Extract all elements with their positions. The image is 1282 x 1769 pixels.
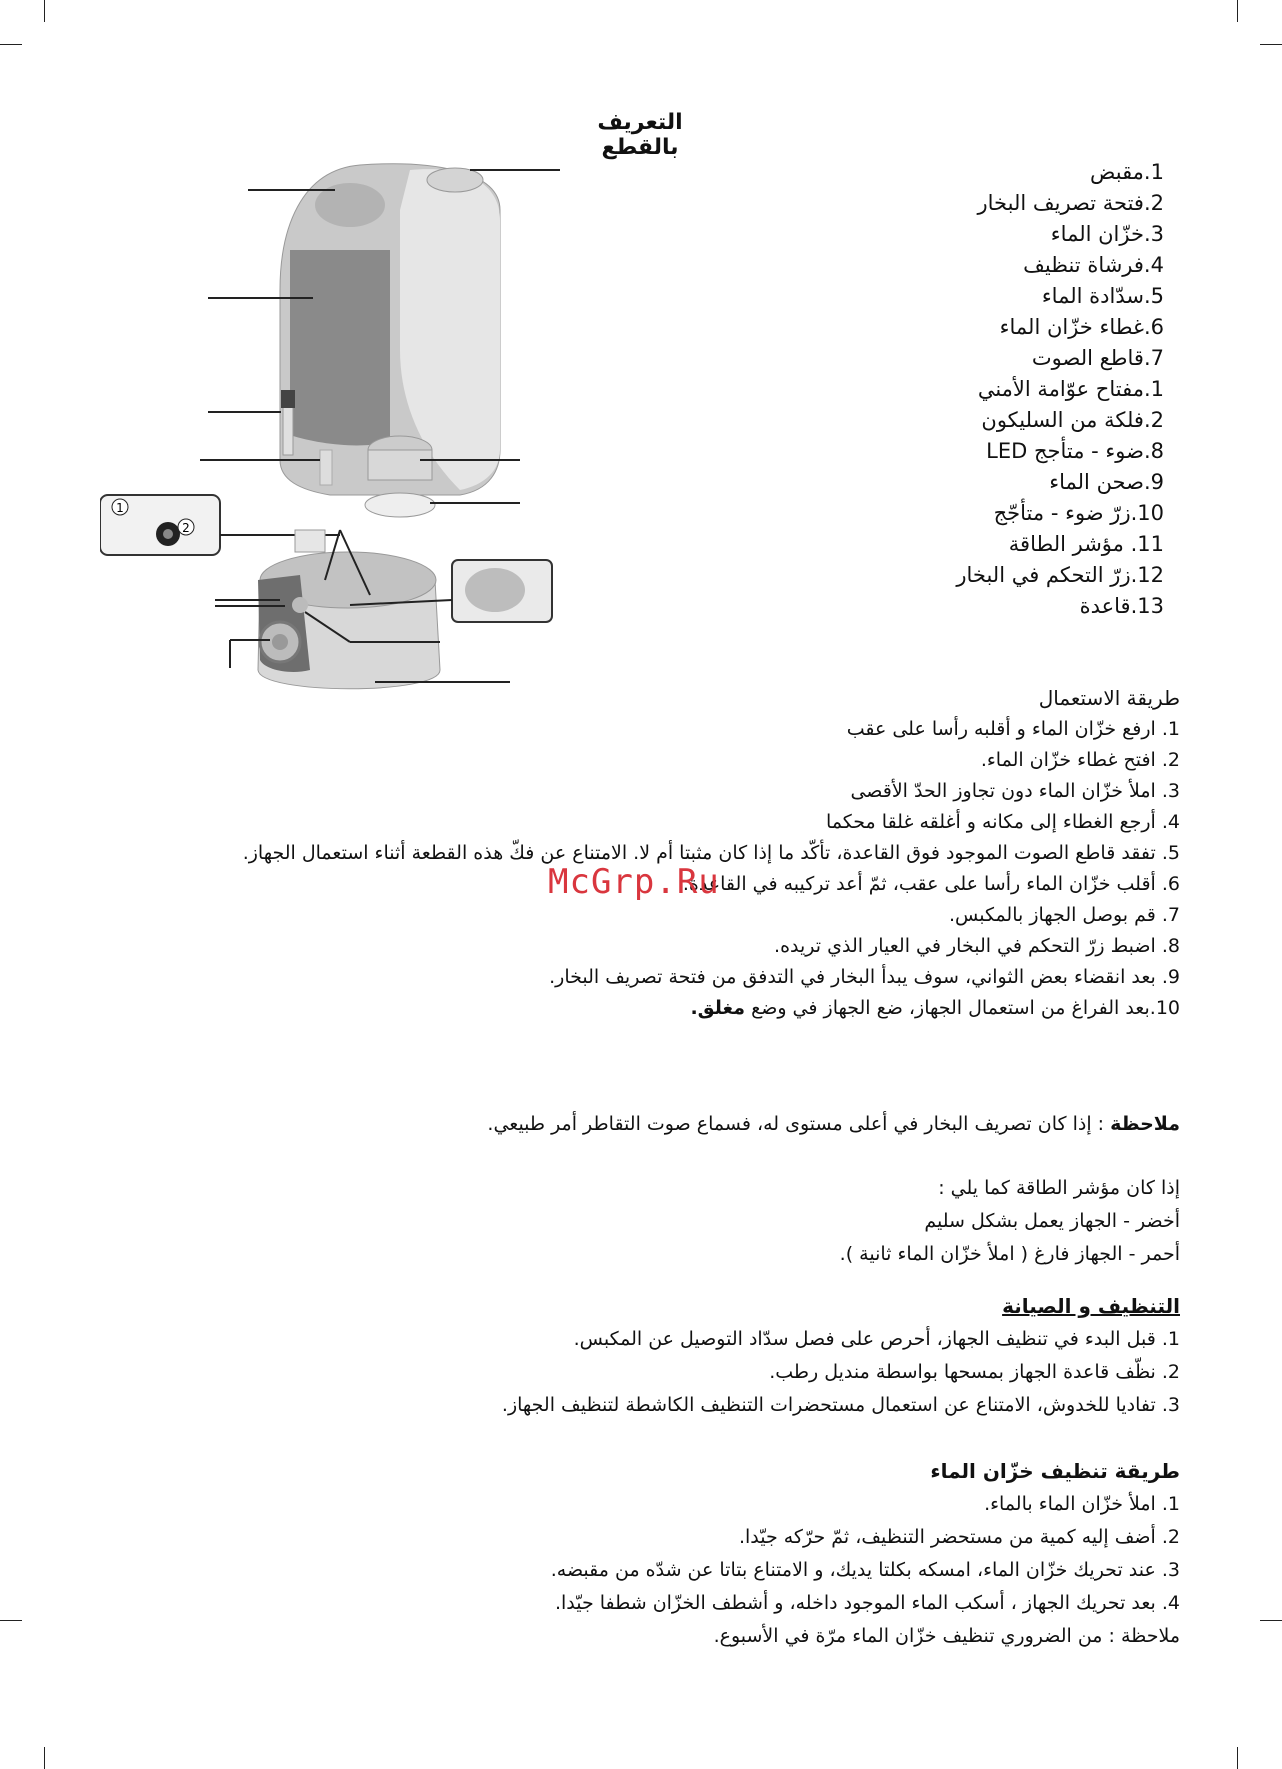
usage-step: 4. أرجع الغطاء إلى مكانه و أغلقه غلقا محكما xyxy=(826,811,1180,833)
part-item: 10.زرّ ضوء - متأجّج xyxy=(993,501,1164,525)
usage-heading: طريقة الاستعمال xyxy=(1038,686,1180,710)
usage-section xyxy=(180,683,1180,1024)
power-indicator-green: أخضر - الجهاز يعمل بشكل سليم xyxy=(924,1210,1180,1232)
part-item: 3.خزّان الماء xyxy=(1050,222,1164,246)
page-title: التعريف بالقطع xyxy=(597,110,683,160)
usage-step: 3. املأ خزّان الماء دون تجاوز الحدّ الأقصى xyxy=(850,780,1180,802)
crop-mark xyxy=(1260,44,1282,45)
crop-mark xyxy=(1237,0,1238,22)
usage-step: 2. افتح غطاء خزّان الماء. xyxy=(980,749,1180,771)
crop-mark xyxy=(44,1747,45,1769)
tank-cleaning-step: 1. املأ خزّان الماء بالماء. xyxy=(984,1493,1180,1515)
part-item: 13.قاعدة xyxy=(1079,594,1164,618)
part-item: 2.فتحة تصريف البخار xyxy=(977,191,1164,215)
cleaning-section xyxy=(180,1290,1180,1422)
parts-list xyxy=(724,157,1164,622)
cleaning-step: 1. قبل البدء في تنظيف الجهاز، أحرص على فصل سدّاد التوصيل عن المكبس. xyxy=(573,1328,1180,1350)
usage-step: 7. قم بوصل الجهاز بالمكبس. xyxy=(948,904,1180,926)
part-item: 11. مؤشر الطاقة xyxy=(1008,532,1164,556)
crop-mark xyxy=(44,0,45,22)
usage-step: 1. ارفع خزّان الماء و أقلبه رأسا على عقب xyxy=(846,718,1180,740)
callout-2: 2 xyxy=(182,521,190,535)
power-indicator-red: أحمر - الجهاز فارغ ( املأ خزّان الماء ثانية ). xyxy=(839,1243,1180,1265)
callout-1: 1 xyxy=(116,501,124,515)
cleaning-steps xyxy=(180,1323,1180,1422)
usage-step: 8. اضبط زرّ التحكم في البخار في العيار الذي تريده. xyxy=(774,935,1180,957)
usage-step: 6. أقلب خزّان الماء رأسا على عقب، ثمّ أعد تركيبه في القاعدة. xyxy=(682,873,1180,895)
note-text: : إذا كان تصريف البخار في أعلى مستوى له، فسماع صوت التقاطر أمر طبيعي. xyxy=(487,1113,1111,1135)
tank-cleaning-step: 2. أضف إليه كمية من مستحضر التنظيف، ثمّ حرّكه جيّدا. xyxy=(738,1526,1180,1548)
cleaning-step: 3. تفاديا للخدوش، الامتناع عن استعمال مستحضرات التنظيف الكاشطة لتنظيف الجهاز. xyxy=(501,1394,1180,1416)
off-mode-label: مغلق. xyxy=(690,997,746,1019)
crop-mark xyxy=(0,1620,22,1621)
part-item: 1.مقبض xyxy=(1090,160,1164,184)
part-item: 4.فرشاة تنظيف xyxy=(1023,253,1164,277)
part-item: 2.فلكة من السليكون xyxy=(981,408,1164,432)
crop-mark xyxy=(1260,1620,1282,1621)
part-item: 1.مفتاح عوّامة الأمني xyxy=(977,377,1164,401)
cleaning-step: 2. نظّف قاعدة الجهاز بمسحها بواسطة منديل رطب. xyxy=(769,1361,1180,1383)
tank-cleaning-heading: طريقة تنظيف خزّان الماء xyxy=(930,1459,1180,1483)
crop-mark xyxy=(0,44,22,45)
note xyxy=(180,1108,1180,1141)
power-indicator-section xyxy=(180,1172,1180,1271)
part-item: 6.غطاء خزّان الماء xyxy=(999,315,1164,339)
note-label: ملاحظة xyxy=(1110,1113,1180,1135)
power-indicator-intro: إذا كان مؤشر الطاقة كما يلي : xyxy=(938,1177,1180,1199)
usage-step xyxy=(180,993,1180,1024)
tank-cleaning-section xyxy=(180,1455,1180,1653)
usage-step: 9. بعد انقضاء بعض الثواني، سوف يبدأ البخار في التدفق من فتحة تصريف البخار. xyxy=(549,966,1180,988)
cleaning-heading: التنظيف و الصيانة xyxy=(1002,1294,1180,1318)
part-item: 5.سدّادة الماء xyxy=(1041,284,1164,308)
part-item: 12.زرّ التحكم في البخار xyxy=(956,563,1164,587)
usage-step: 5. تفقد قاطع الصوت الموجود فوق القاعدة، تأكّد ما إذا كان مثبتا أم لا. الامتناع عن فكّ هذه القطعة أثناء استعمال الجهاز. xyxy=(242,842,1180,864)
part-item: 8.ضوء - متأجج LED xyxy=(986,439,1164,463)
part-item: 7.قاطع الصوت xyxy=(1031,346,1164,370)
usage-step-text: 10.بعد الفراغ من استعمال الجهاز، ضع الجهاز في وضع xyxy=(751,997,1180,1019)
tank-cleaning-steps xyxy=(180,1488,1180,1620)
part-item: 9.صحن الماء xyxy=(1049,470,1164,494)
tank-cleaning-step: 3. عند تحريك خزّان الماء، امسكه بكلتا يديك، و الامتناع بتاتا عن شدّه من مقبضه. xyxy=(550,1559,1180,1581)
tank-cleaning-note: ملاحظة : من الضروري تنظيف خزّان الماء مرّة في الأسبوع. xyxy=(713,1625,1180,1647)
watermark: McGrp.Ru xyxy=(548,862,720,902)
tank-cleaning-step: 4. بعد تحريك الجهاز ، أسكب الماء الموجود داخله، و أشطف الخزّان شطفا جيّدا. xyxy=(554,1592,1180,1614)
crop-mark xyxy=(1237,1747,1238,1769)
